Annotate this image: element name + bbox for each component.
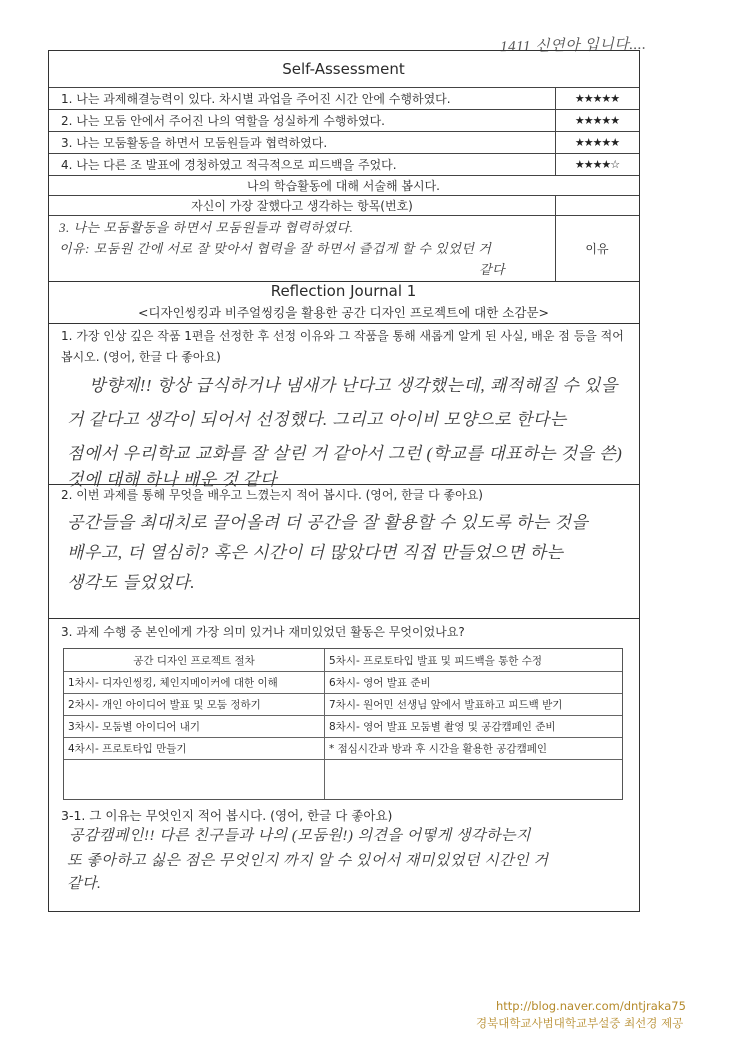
question-3-1: 3-1. 그 이유는 무엇인지 적어 봅시다. (영어, 한글 다 좋아요) xyxy=(61,808,393,823)
self-assessment-title: Self-Assessment xyxy=(282,60,405,78)
question-3: 3. 과제 수행 중 본인에게 가장 의미 있거나 재미있었던 활동은 무엇이었나요? xyxy=(61,625,465,639)
best-item-reason-continued: 같다 xyxy=(479,262,506,277)
table-header: 공간 디자인 프로젝트 절차 xyxy=(133,655,255,667)
question-2: 2. 이번 과제를 통해 무엇을 배우고 느꼈는지 적어 봅시다. (영어, 한글 다 좋아요) xyxy=(61,488,483,502)
reflection-title: Reflection Journal 1 xyxy=(270,282,417,300)
session-6: 6차시- 영어 발표 준비 xyxy=(329,677,431,689)
session-7: 7차시- 원어민 선생님 앞에서 발표하고 피드백 받기 xyxy=(329,699,563,711)
q2-answer-line-3: 생각도 들었었다. xyxy=(67,573,195,592)
q1-answer-line-3: 점에서 우리학교 교화를 잘 살린 거 같아서 그런 (학교를 대표하는 것을 쓴) xyxy=(67,444,623,463)
question-1: 1. 가장 인상 깊은 작품 1편을 선정한 후 선정 이유와 그 작품을 통해 새롭게 알게 된 사실, 배운 점 등을 적어 봅시오. (영어, 한글 다 좋아요) xyxy=(61,329,624,364)
session-5: 5차시- 프로토타입 발표 및 피드백을 통한 수정 xyxy=(329,655,543,667)
q1-answer-line-1: 방향제!! 항상 급식하거나 냄새가 난다고 생각했는데, 쾌적해질 수 있을 xyxy=(89,376,618,395)
session-8: 8차시- 영어 발표 모둠별 촬영 및 공감캠페인 준비 xyxy=(329,721,556,733)
best-item-heading: 자신이 가장 잘했다고 생각하는 항목(번호) xyxy=(191,198,413,213)
self-assessment-item-4: 4. 나는 다른 조 발표에 경청하였고 적극적으로 피드백을 주었다. xyxy=(61,158,397,172)
q3-1-answer-line-3: 같다. xyxy=(67,876,102,892)
q1-answer-line-4: 것에 대해 하나 배운 것 같다 xyxy=(67,470,277,489)
q1-answer-line-2: 거 같다고 생각이 되어서 선정했다. 그리고 아이비 모양으로 한다는 xyxy=(67,410,567,429)
star-rating-1: ★★★★★ xyxy=(574,92,620,105)
reflection-subtitle: <디자인씽킹과 비주얼씽킹을 활용한 공간 디자인 프로젝트에 대한 소감문> xyxy=(137,305,549,320)
session-4: 4차시- 프로토타입 만들기 xyxy=(68,743,187,755)
blog-url[interactable]: http://blog.naver.com/dntjraka75 xyxy=(496,999,686,1013)
q2-answer-line-2: 배우고, 더 열심히? 혹은 시간이 더 많았다면 직접 만들었으면 하는 xyxy=(67,543,564,562)
star-rating-4: ★★★★☆ xyxy=(574,158,620,171)
star-rating-2: ★★★★★ xyxy=(574,114,620,127)
session-3: 3차시- 모둠별 아이디어 내기 xyxy=(68,721,201,733)
session-2: 2차시- 개인 아이디어 발표 및 모둠 정하기 xyxy=(68,699,261,711)
self-assessment-item-3: 3. 나는 모둠활동을 하면서 모둠원들과 협력하였다. xyxy=(61,136,328,150)
q3-1-answer-line-2: 또 좋아하고 싫은 점은 무엇인지 까지 알 수 있어서 재미있었던 시간인 거 xyxy=(67,853,549,869)
star-rating-3: ★★★★★ xyxy=(574,136,620,149)
assessment-sheet xyxy=(48,50,640,912)
reason-label: 이유 xyxy=(585,241,609,256)
procedure-table xyxy=(63,648,623,800)
session-1: 1차시- 디자인씽킹, 체인지메이커에 대한 이해 xyxy=(68,677,278,689)
q3-1-answer-line-1: 공감캠페인!! 다른 친구들과 나의 (모둠원!) 의견을 어떻게 생각하는지 xyxy=(69,828,531,844)
self-assessment-item-1: 1. 나는 과제해결능력이 있다. 차시별 과업을 주어진 시간 안에 수행하였다. xyxy=(61,92,451,106)
self-assessment-item-2: 2. 나는 모둠 안에서 주어진 나의 역할을 성실하게 수행하였다. xyxy=(61,114,385,128)
lunch-campaign-note: * 점심시간과 방과 후 시간을 활용한 공감캠페인 xyxy=(329,743,547,755)
student-name-note: 1411 신연아 입니다.... xyxy=(499,36,647,56)
best-item-answer: 3. 나는 모둠활동을 하면서 모둠원들과 협력하였다. xyxy=(59,220,354,235)
q2-answer-line-1: 공간들을 최대치로 끌어올려 더 공간을 잘 활용할 수 있도록 하는 것을 xyxy=(67,513,589,532)
describe-heading: 나의 학습활동에 대해 서술해 봅시다. xyxy=(247,178,440,193)
credit-line: 경북대학교사범대학교부설중 최선경 제공 xyxy=(476,1016,684,1030)
best-item-reason: 이유: 모둠원 간에 서로 잘 맞아서 협력을 잘 하면서 즐겁게 할 수 있었던 거 xyxy=(59,241,492,256)
